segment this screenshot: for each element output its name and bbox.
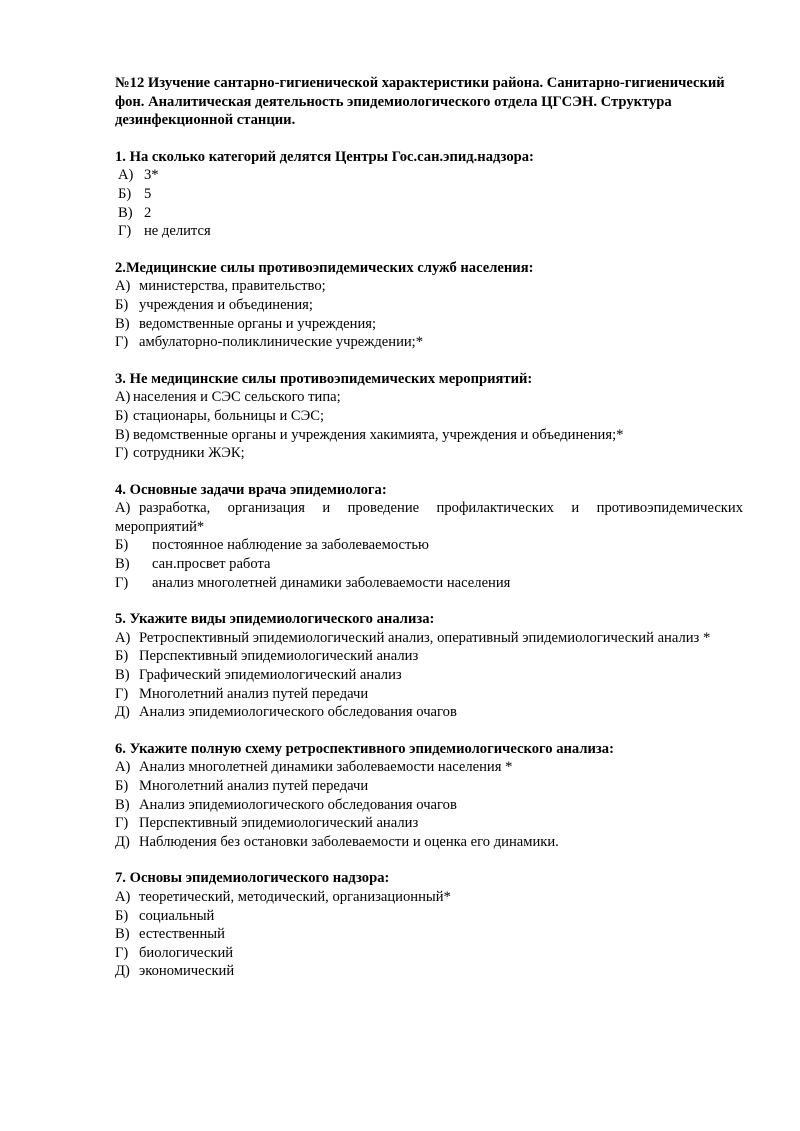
- question-text: 6. Укажите полную схему ретроспективного эпидемиологического анализа:: [115, 740, 614, 757]
- option-letter: А): [115, 500, 131, 517]
- option-text: экономический: [139, 963, 235, 980]
- option-text: Анализ многолетней динамики заболеваемости населения *: [139, 759, 513, 776]
- answer-option: [115, 833, 743, 852]
- question-text: 5. Укажите виды эпидемиологического анализа:: [115, 611, 435, 628]
- document-title: №12 Изучение сантарно-гигиенической характеристики района. Санитарно-гигиенический фон. Аналитическая деятельность эпидемиологического отдела ЦГСЭН. Структура дезинфекционной станции.: [115, 75, 725, 129]
- option-text: 5: [144, 185, 152, 202]
- option-text: Анализ эпидемиологического обследования очагов: [139, 796, 457, 813]
- option-letter: Г): [118, 223, 132, 240]
- answer-option: [115, 814, 743, 833]
- option-letter: А): [115, 759, 131, 776]
- option-text: амбулаторно-поликлинические учреждении;*: [139, 334, 424, 351]
- option-letter: Б): [115, 407, 129, 424]
- question-block-7: [115, 869, 743, 981]
- answer-option: [115, 333, 743, 352]
- option-letter: В): [115, 796, 130, 813]
- option-letter: Б): [118, 185, 132, 202]
- answer-option: [115, 222, 743, 241]
- question-text: 3. Не медицинские силы противоэпидемических мероприятий:: [115, 370, 533, 387]
- answer-option: [115, 629, 743, 648]
- option-text: 2: [144, 204, 152, 221]
- option-text: Многолетний анализ путей передачи: [139, 685, 369, 702]
- option-letter: Б): [115, 907, 129, 924]
- option-text: разработка, организация и проведение профилактических и противоэпидемических мероприятий*: [115, 500, 743, 535]
- option-text: анализ многолетней динамики заболеваемости населения: [152, 574, 511, 591]
- option-letter: А): [115, 888, 131, 905]
- question-block-2: [115, 259, 743, 352]
- option-text: Многолетний анализ путей передачи: [139, 778, 369, 794]
- option-text: Перспективный эпидемиологический анализ: [139, 815, 419, 832]
- answer-option: [115, 315, 743, 334]
- option-text: Анализ эпидемиологического обследования очагов: [139, 704, 457, 721]
- question-block-3: [115, 370, 743, 463]
- option-letter: Г): [115, 944, 129, 961]
- answer-option: [115, 777, 743, 796]
- answer-option: [115, 185, 743, 204]
- answer-option: [115, 407, 743, 426]
- question-block-6: [115, 740, 743, 852]
- answer-option: [115, 925, 743, 944]
- option-text: учреждения и объединения;: [139, 296, 313, 313]
- option-letter: Г): [115, 574, 129, 591]
- answer-option: [115, 796, 743, 815]
- answer-option: [115, 444, 743, 463]
- option-letter: Г): [115, 334, 129, 351]
- option-text: министерства, правительство;: [139, 278, 326, 295]
- answer-option: [115, 888, 743, 907]
- option-text: ведомственные органы и учреждения хакимията, учреждения и объединения;*: [133, 426, 624, 443]
- option-text: естественный: [139, 926, 225, 943]
- option-letter: В): [118, 204, 133, 221]
- question-text: 1. На сколько категорий делятся Центры Гос.сан.эпид.надзора:: [115, 148, 534, 165]
- option-letter: А): [115, 278, 131, 295]
- option-letter: Г): [115, 815, 129, 832]
- option-letter: А): [115, 629, 131, 646]
- option-letter: А): [118, 167, 134, 184]
- answer-option: [115, 685, 743, 704]
- document-page: [115, 74, 743, 999]
- option-text: биологический: [139, 944, 234, 961]
- option-text: ведомственные органы и учреждения;: [139, 315, 377, 332]
- answer-option: [115, 647, 743, 666]
- option-letter: В): [115, 926, 130, 943]
- option-text: сан.просвет работа: [152, 556, 271, 573]
- answer-option: [115, 758, 743, 777]
- option-letter: Г): [115, 685, 129, 702]
- option-letter: В): [115, 667, 130, 684]
- question-text: 7. Основы эпидемиологического надзора:: [115, 870, 390, 887]
- option-text: социальный: [139, 907, 215, 924]
- option-text: Графический эпидемиологический анализ: [139, 667, 402, 684]
- option-letter: Б): [115, 537, 129, 554]
- option-text: Наблюдения без остановки заболеваемости и оценка его динамики.: [139, 833, 559, 850]
- answer-option: [115, 907, 743, 926]
- answer-option: [115, 166, 743, 185]
- answer-option: [115, 426, 743, 445]
- option-letter: Д): [115, 704, 130, 721]
- question-block-4: [115, 481, 743, 593]
- option-letter: В): [115, 315, 130, 332]
- option-letter: Б): [115, 296, 129, 313]
- option-text: Перспективный эпидемиологический анализ: [139, 648, 419, 665]
- option-text: сотрудники ЖЭК;: [133, 445, 245, 462]
- answer-option: [115, 703, 743, 722]
- option-text: населения и СЭС сельского типа;: [133, 389, 341, 406]
- option-text: стационары, больницы и СЭС;: [133, 407, 325, 424]
- answer-option: [115, 277, 743, 296]
- option-letter: А): [115, 389, 131, 406]
- answer-option: [115, 555, 743, 574]
- question-text: 4. Основные задачи врача эпидемиолога:: [115, 481, 387, 498]
- answer-option: [115, 666, 743, 685]
- option-letter: Г): [115, 445, 129, 462]
- option-text: Ретроспективный эпидемиологический анализ, оперативный эпидемиологический анализ *: [139, 629, 711, 646]
- answer-option: [115, 944, 743, 963]
- answer-option: [115, 388, 743, 407]
- answer-option: [115, 962, 743, 981]
- option-text: постоянное наблюдение за заболеваемостью: [152, 537, 429, 554]
- answer-option: [115, 536, 743, 555]
- option-letter: Д): [115, 963, 130, 980]
- answer-option: [115, 204, 743, 223]
- question-block-1: [115, 148, 743, 241]
- option-letter: В): [115, 426, 130, 443]
- question-text: 2.Медицинские силы противоэпидемических служб населения:: [115, 259, 534, 276]
- option-text: теоретический, методический, организационный*: [139, 888, 451, 905]
- option-text: 3*: [144, 167, 159, 184]
- option-text: не делится: [144, 223, 211, 240]
- answer-option: [115, 296, 743, 315]
- answer-option: [115, 499, 743, 536]
- option-letter: Б): [115, 648, 129, 665]
- option-letter: В): [115, 556, 130, 573]
- option-letter: Д): [115, 833, 130, 850]
- answer-option: [115, 574, 743, 593]
- option-letter: Б): [115, 778, 129, 794]
- question-block-5: [115, 610, 743, 722]
